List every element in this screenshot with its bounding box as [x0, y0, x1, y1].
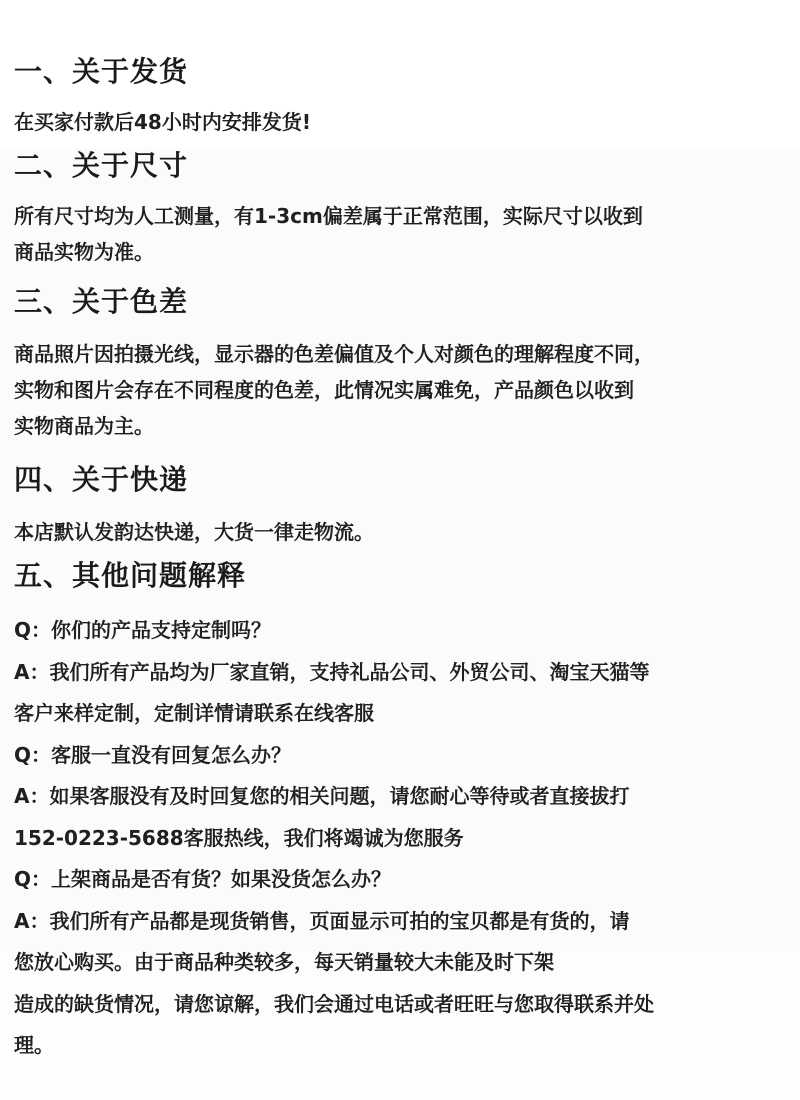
faq-answer: 客户来样定制，定制详情请联系在线客服 — [14, 701, 374, 725]
text-line: 本店默认发韵达快递，大货一律走物流。 — [14, 520, 374, 544]
faq-answer: A：我们所有产品都是现货销售，页面显示可拍的宝贝都是有货的，请 — [14, 908, 630, 933]
faq-question: Q：客服一直没有回复怎么办？ — [14, 742, 292, 767]
section-text-size — [14, 198, 794, 270]
section-heading-size: 二、关于尺寸 — [14, 149, 189, 182]
faq-question: Q：你们的产品支持定制吗？ — [14, 618, 272, 642]
text-line: 商品实物为准。 — [14, 240, 154, 264]
text-line: 实物和图片会存在不同程度的色差，此情况实属难免，产品颜色以收到 — [14, 378, 634, 402]
faq-answer: 理。 — [14, 1033, 54, 1057]
section-text-faq — [14, 610, 794, 1067]
text-line: 在买家付款后48小时内安排发货! — [14, 110, 311, 134]
faq-answer: 152-0223-5688客服热线，我们将竭诚为您服务 — [14, 825, 464, 850]
text-line: 所有尺寸均为人工测量，有1-3cm偏差属于正常范围，实际尺寸以收到 — [14, 204, 643, 228]
section-heading-faq: 五、其他问题解释 — [14, 559, 247, 592]
faq-answer: A：我们所有产品均为厂家直销，支持礼品公司、外贸公司、淘宝天猫等 — [14, 659, 650, 684]
text-line: 实物商品为主。 — [14, 414, 154, 438]
section-heading-color: 三、关于色差 — [14, 285, 189, 318]
section-heading-courier: 四、关于快递 — [14, 463, 189, 496]
section-text-shipping — [14, 104, 794, 140]
section-text-color — [14, 336, 794, 444]
faq-answer: 造成的缺货情况，请您谅解，我们会通过电话或者旺旺与您取得联系并处 — [14, 991, 654, 1016]
section-heading-shipping: 一、关于发货 — [14, 55, 189, 88]
section-text-courier — [14, 514, 794, 550]
faq-answer: 您放心购买。由于商品种类较多，每天销量较大未能及时下架 — [14, 950, 554, 974]
text-line: 商品照片因拍摄光线，显示器的色差偏值及个人对颜色的理解程度不同， — [14, 342, 654, 366]
faq-answer: A：如果客服没有及时回复您的相关问题，请您耐心等待或者直接拔打 — [14, 784, 630, 808]
faq-question: Q：上架商品是否有货？如果没货怎么办？ — [14, 867, 392, 891]
